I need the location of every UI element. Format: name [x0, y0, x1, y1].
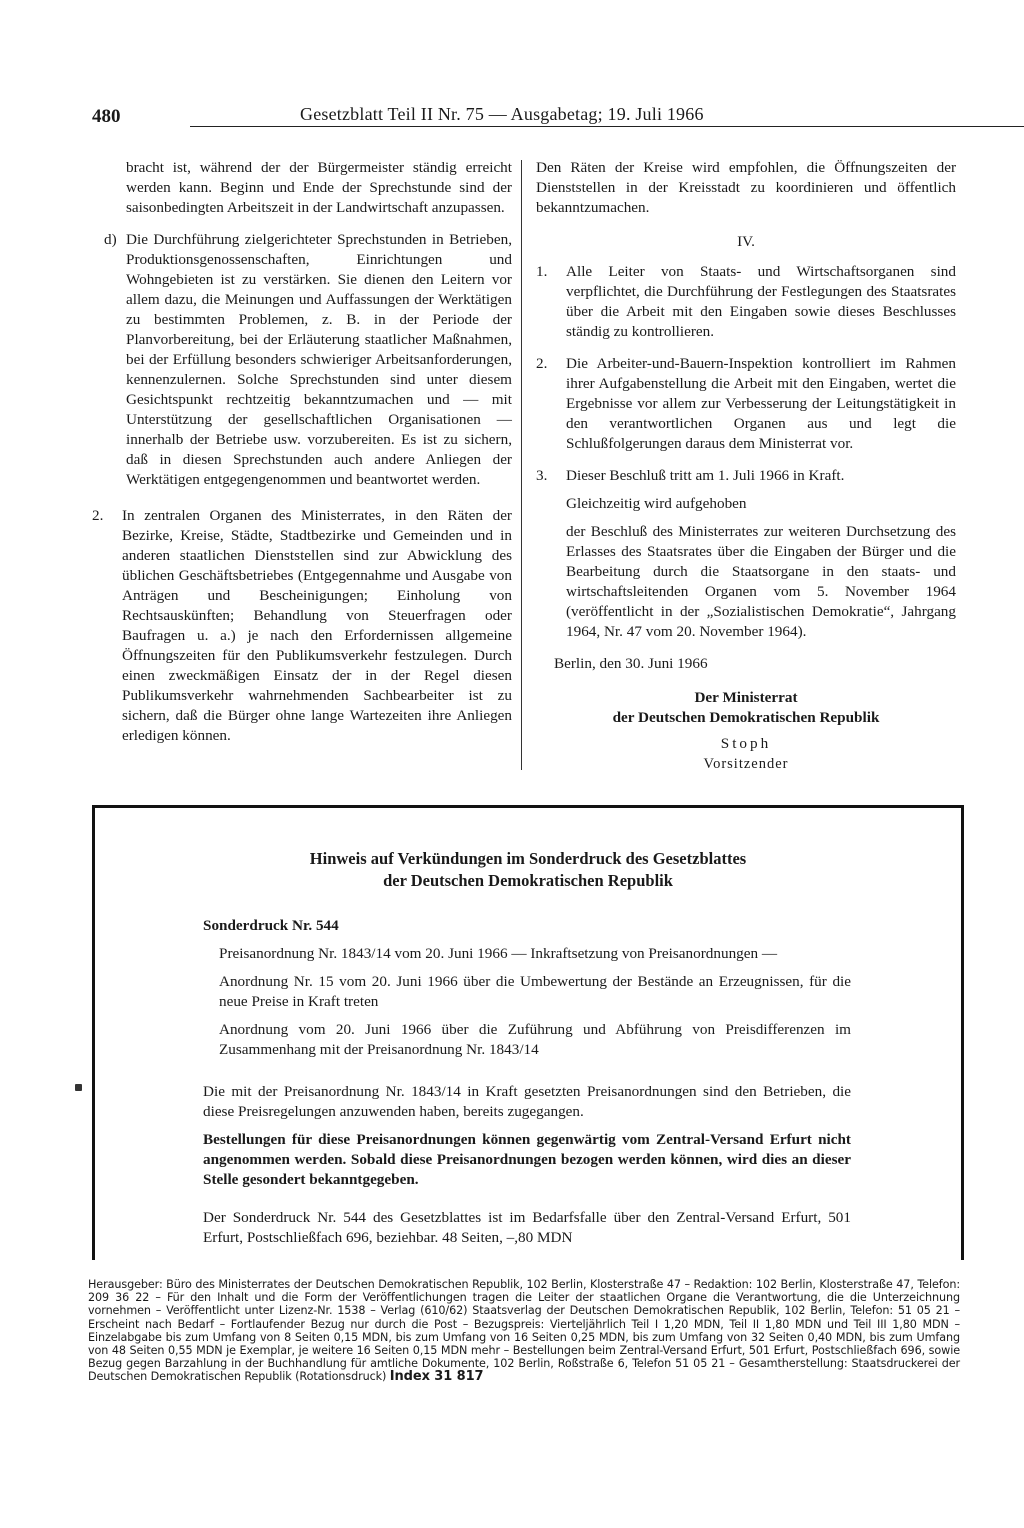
signature-role: Vorsitzender	[703, 756, 789, 772]
margin-mark	[75, 1084, 82, 1091]
imprint-text: Herausgeber: Büro des Ministerrates der Deutschen Demokratischen Republik, 102 Berlin, Klosterstraße 47 – Redaktion: 102 Berlin, Klosterstraße 47, Telefon: 209 36 22 – Für den Inhalt und die Form der Veröffentlichungen tragen die Leiter der staatlichen Organe die Verantwortung, die die Unterzeichnung vornehmen – Veröffentlicht unter Lizenz-Nr. 1538 – Verlag (610/62) Staatsverlag der Deutschen Demokratischen Republik, 102 Berlin, Telefon: 51 05 21 – Erscheint nach Bedarf – Fortlaufender Bezug nur durch die Post – Bezugspreis: Vierteljährlich Teil I 1,20 MDN, Teil II 1,80 MDN und Teil III 1,80 MDN – Einzelabgabe bis zum Umfang von 8 Seiten 0,15 MDN, bis zum Umfang von 16 Seiten 0,25 MDN, bis zum Umfang von 32 Seiten 0,40 MDN, bis zum Umfang von 48 Seiten 0,55 MDN je Exemplar, je weitere 16 Seiten 0,15 MDN mehr – Bestellungen beim Zentral-Versand Erfurt, 501 Erfurt, Postschließfach 696, sowie Bezug gegen Barzahlung in der Buchhandlung für amtliche Dokumente, 102 Berlin, Roßstraße 6, Telefon 51 05 21 – Gesamtherstellung: Staatsdruckerei der Deutschen Demokratischen Republik (Rotationsdruck)	[88, 1278, 960, 1384]
item-d	[92, 230, 512, 490]
notice-heading-line2: der Deutschen Demokratischen Republik	[383, 871, 673, 890]
intro-paragraph: Den Räten der Kreise wird empfohlen, die Öffnungszeiten der Dienststellen in der Kreisstadt zu koordinieren und öffentlich bekanntzumachen.	[536, 159, 956, 216]
item-2-right	[536, 354, 956, 454]
section-heading: IV.	[737, 233, 755, 250]
notice-entry: Anordnung vom 20. Juni 1966 über die Zuführung und Abführung von Preisdifferenzen im Zusammenhang mit der Preisanordnung Nr. 1843/14	[219, 1021, 851, 1058]
page-number: 480	[92, 106, 121, 127]
item-3	[536, 466, 956, 642]
notice-entry: Preisanordnung Nr. 1843/14 vom 20. Juni 1966 — Inkraftsetzung von Preisanordnungen —	[219, 945, 778, 962]
continuation-paragraph	[92, 158, 512, 218]
imprint	[88, 1278, 960, 1384]
notice-heading	[95, 848, 961, 892]
page-header	[92, 96, 962, 132]
item-2-left	[92, 506, 512, 746]
notice-body	[203, 916, 851, 1256]
item-2-left-text: In zentralen Organen des Ministerrates, in den Räten der Bezirke, Kreise, Städte, Stadtbezirke und Gemeinden und in anderen staatlichen Dienststellen sind zur Abwicklung des üblichen Geschäftsbetriebes (Entgegennahme und Ausgabe von Anträgen und Bescheinigungen; Einholung von Rechtsauskünften; Behandlung von Steuerfragen oder Baufragen u. a.) je nach den Erfordernissen allgemeine Öffnungszeiten für den Publikumsverkehr festzulegen. Durch einen zweckmäßigen Einsatz der in der Regel diesen Publikumsverkehr wahrnehmenden Sachbearbeiter ist zu sichern, daß die Bürger ohne lange Wartezeiten ihre Anliegen erledigen können.	[122, 507, 512, 744]
sonderdruck-title: Sonderdruck Nr. 544	[203, 917, 339, 934]
left-column	[92, 158, 512, 758]
item-1-label: 1.	[536, 263, 548, 280]
header-rule	[190, 126, 1024, 127]
right-column	[536, 158, 956, 774]
notice-para-1: Die mit der Preisanordnung Nr. 1843/14 in Kraft gesetzten Preisanordnungen sind den Betrieben, die diese Preisregelungen anzuwenden haben, bereits zugegangen.	[203, 1083, 851, 1120]
item-2-left-label: 2.	[92, 507, 104, 524]
item-2-right-label: 2.	[536, 355, 548, 372]
signature-org-line2: der Deutschen Demokratischen Republik	[612, 709, 880, 726]
signature-block	[536, 688, 956, 774]
item-d-text: Die Durchführung zielgerichteter Sprechstunden in Betrieben, Produktionsgenossenschaften, Einrichtungen und Wohngebieten ist zu verstärken. Sie dienen den Leitern vor allem dazu, die Meinungen und Auffassungen der Werktätigen zu bestimmten Problemen, z. B. in der Periode der Planvorbereitung, bei der Erläuterung staatlicher Maßnahmen, bei der Erfüllung besonders schwieriger Arbeitsanforderungen, kennenzulernen. Solche Sprechstunden sind unter diesem Gesichtspunkt rechtzeitig bekanntzumachen und — mit Unterstützung der gesellschaftlichen Organisationen — innerhalb der Betriebe usw. vorzubereiten. Es ist zu sichern, daß in diesen Sprechstunden auch andere Anliegen der Werktätigen entgegengenommen und beantwortet werden.	[126, 231, 512, 488]
signature-org-line1: Der Ministerrat	[694, 689, 798, 706]
continuation-text: bracht ist, während der der Bürgermeister ständig erreicht werden kann. Beginn und Ende der Sprechstunde sind der saisonbedingten Arbeitszeit in der Landwirtschaft anzupassen.	[126, 159, 512, 216]
notice-heading-line1: Hinweis auf Verkündungen im Sonderdruck des Gesetzblattes	[309, 849, 747, 868]
notice-para-3: Der Sonderdruck Nr. 544 des Gesetzblattes ist im Bedarfsfalle über den Zentral-Versand Erfurt, 501 Erfurt, Postschließfach 696, beziehbar. 48 Seiten, –,80 MDN	[203, 1209, 851, 1246]
header-title: Gesetzblatt Teil II Nr. 75 — Ausgabetag; 19. Juli 1966	[300, 104, 704, 124]
item-3-text: Dieser Beschluß tritt am 1. Juli 1966 in Kraft.	[566, 467, 845, 484]
column-divider	[521, 160, 522, 770]
item-3-label: 3.	[536, 467, 548, 484]
index-number: Index 31 817	[389, 1369, 484, 1385]
notice-entry: Anordnung Nr. 15 vom 20. Juni 1966 über die Umbewertung der Bestände an Erzeugnissen, für die neue Preise in Kraft treten	[219, 973, 851, 1010]
item-2-right-text: Die Arbeiter-und-Bauern-Inspektion kontrolliert im Rahmen ihrer Aufgabenstellung die Arbeit mit den Eingaben, wertet die Ergebnisse vor allem zur Verbesserung der Leitungstätigkeit in den verantwortlichen Organen aus und legt die Schlußfolgerungen daraus dem Ministerrat vor.	[566, 355, 956, 452]
place-date: Berlin, den 30. Juni 1966	[554, 655, 708, 672]
notice-para-2: Bestellungen für diese Preisanordnungen können gegenwärtig vom Zentral-Versand Erfurt nicht angenommen werden. Sobald diese Preisanordnungen bezogen werden können, wird dies an dieser Stelle gesondert bekanntgegeben.	[203, 1131, 851, 1188]
signature-name: Stoph	[720, 735, 772, 752]
item-1	[536, 262, 956, 342]
item-3-sub: Gleichzeitig wird aufgehoben	[566, 495, 747, 512]
item-d-label: d)	[104, 231, 117, 248]
item-1-text: Alle Leiter von Staats- und Wirtschaftsorganen sind verpflichtet, die Durchführung der Festlegungen des Staatsrates über die Arbeit mit den Eingaben sowie dieses Beschlusses ständig zu kontrollieren.	[566, 263, 956, 340]
item-3-detail: der Beschluß des Ministerrates zur weiteren Durchsetzung des Erlasses des Staatsrates über die Eingaben der Bürger und die Bearbeitung durch die Staatsorgane in den staats- und wirtschaftsleitenden Organen vom 5. November 1964 (veröffentlicht in der „Sozialistischen Demokratie“, Jahrgang 1964, Nr. 47 vom 20. November 1964).	[566, 523, 956, 640]
notice-box	[92, 805, 964, 1260]
